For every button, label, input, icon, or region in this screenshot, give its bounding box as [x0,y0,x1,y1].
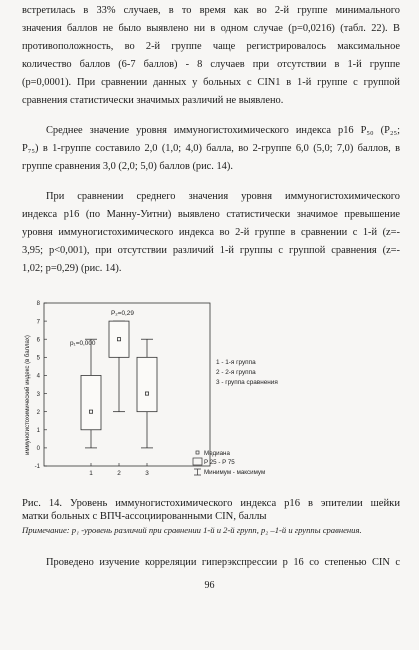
legend-box: P 25 - P 75 [204,459,235,466]
text-line: группе сравнения 3,0 (2,0; 5,0) баллов (рис. 14). [22,161,233,172]
text-line: индекса p16 (по Манну-Уитни) выявлено статистически значимое превышение [22,209,400,220]
text-line: количество баллов (6-7 баллов) - 8 случаев при отсутствии в 1-й группе [22,59,400,70]
legend-item: 2 - 2-я группа [216,369,256,376]
caption-line: Рис. 14. Уровень иммуногистохимического индекса p16 в эпителии шейки [22,498,400,509]
y-tick-label: 4 [36,373,40,380]
y-tick-label: 7 [36,319,40,326]
iqr-box [81,375,101,429]
x-tick-label: 3 [145,470,149,477]
legend-whisker: Минимум - максимум [204,469,266,476]
y-tick-label: 1 [36,427,40,434]
median-marker [196,451,199,454]
boxplot-chart [18,297,288,487]
iqr-box [109,321,129,357]
text-line: встретилась в 33% случаев, в то время как во 2-й группе минимального [22,5,400,16]
y-tick-label: -1 [34,464,40,471]
iqr-box [137,357,157,411]
text-line: 3,95; p<0,001), при отсутствии различий 1-й группы с группой сравнения (z=- [22,245,400,256]
text-line: значения баллов не было выявлено ни в одном случае (p=0,0216) (табл. 22). В [22,23,400,34]
legend-item: 1 - 1-я группа [216,359,256,366]
text-line: 1,02; p=0,29) (рис. 14). [22,263,122,274]
caption-line: матки больных с ВПЧ-ассоциированными CIN, баллы [22,511,267,522]
text-line: (p=0,0001). При сравнении данных у больных с CIN1 в 1-й группе с группой [22,77,400,88]
text-line: P₇₅) в 1-группе составило 2,0 (1,0; 4,0) балла, во 2-группе 6,0 (5,0; 7,0) баллов, в [22,143,400,154]
p2-annotation: P₂=0,29 [111,310,134,318]
y-tick-label: 8 [36,301,40,308]
y-tick-label: 0 [36,446,40,453]
box-marker [193,458,202,465]
y-tick-label: 2 [36,409,40,416]
p1-annotation: p₁=0,000 [70,340,96,347]
x-tick-label: 2 [117,470,121,477]
legend-item: 3 - группа сравнения [216,379,278,386]
x-axis [89,463,149,477]
text-line: противоположность, во 2-й группе чаще регистрировалось максимальное [22,41,400,52]
groups-legend [216,359,278,386]
legend-median: Медиана [204,450,230,457]
text-line: сравнения статистически значимых различий не выявлено. [22,95,284,106]
caption-note: Примечание: p₁ -уровень различий при сравнении 1-й и 2-й групп, p₂ –1-й и группы сравнения. [22,525,362,535]
text-line: уровня иммуногистохимического индекса во 2-й группе в сравнении с 1-й (z=- [22,227,400,238]
y-axis [35,301,47,470]
x-tick-label: 1 [89,470,93,477]
whisker-marker [194,469,201,475]
y-tick-label: 6 [36,337,40,344]
y-axis-label: иммуногистохимический индекс (в баллах) [25,335,31,455]
page-number: 96 [204,580,215,591]
paragraph-4: Проведено изучение корреляции гиперэкспрессии p 16 со степенью CIN с [46,557,400,568]
y-tick-label: 5 [36,355,40,362]
symbol-legend [193,450,265,476]
y-tick-label: 3 [36,391,40,398]
text-line: Среднее значение уровня иммуногистохимического индекса p16 P₅₀ (P₂₅; [46,125,400,136]
text-line: При сравнении среднего значения уровня иммуногистохимического [46,191,400,202]
